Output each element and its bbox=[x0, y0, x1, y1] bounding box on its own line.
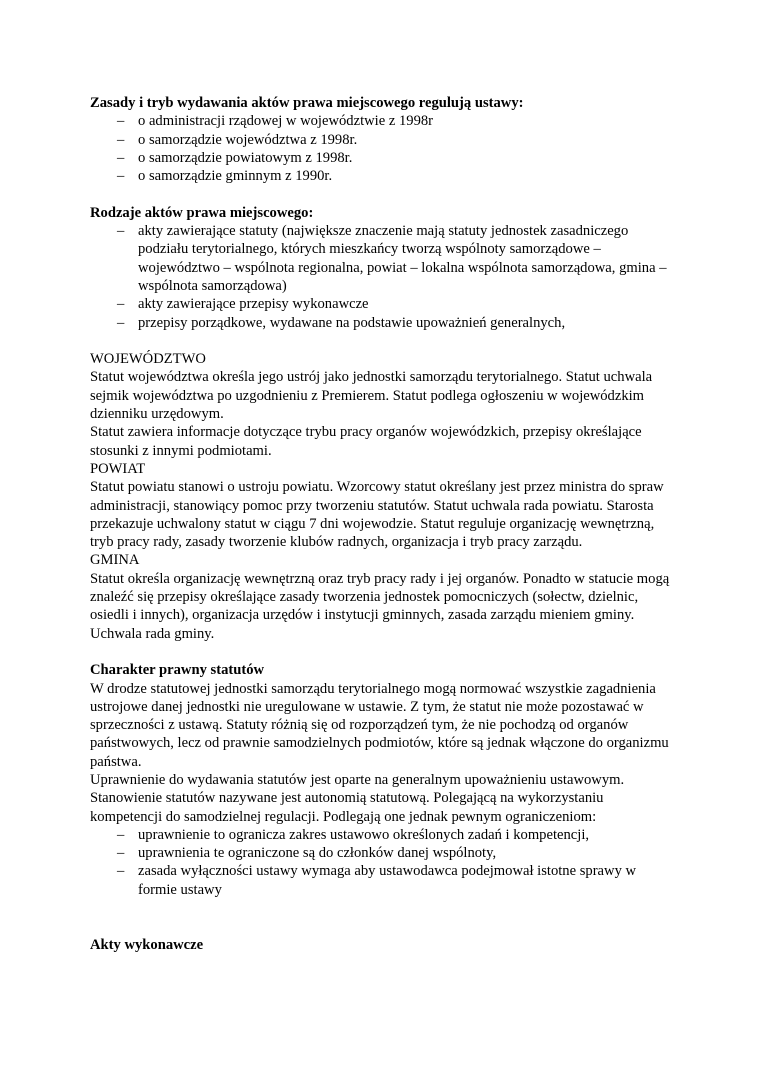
list-item: – zasada wyłączności ustawy wymaga aby ustawodawca podejmował istotne sprawy w formie ustawy bbox=[90, 862, 670, 899]
bullet-list-ustawy bbox=[90, 112, 670, 185]
bullet-list-rodzaje bbox=[90, 222, 670, 332]
section-heading-akty-wykonawcze: Akty wykonawcze bbox=[90, 936, 204, 953]
paragraph-wojewodztwo-2: Statut zawiera informacje dotyczące trybu pracy organów wojewódzkich, przepisy określające stosunki z innymi podmiotami. bbox=[90, 424, 642, 459]
list-item: – o samorządzie gminnym z 1990r. bbox=[90, 167, 670, 185]
list-item: – uprawnienia te ograniczone są do członków danej wspólnoty, bbox=[90, 844, 670, 862]
paragraph-gmina-1: Statut określa organizację wewnętrzną oraz tryb pracy rady i jej organów. Ponadto w statucie mogą znaleźć się przepisy określające zasady tworzenia jednostek pomocniczych (sołectw, dzielnic, osiedli i innych), organizacja urzędów i instytucji gminnych, zasada zarządu mieniem gminy. Uchwala rada gminy. bbox=[90, 570, 670, 642]
list-item: – przepisy porządkowe, wydawane na podstawie upoważnień generalnych, bbox=[90, 314, 670, 332]
paragraph-powiat-1: Statut powiatu stanowi o ustroju powiatu. Wzorcowy statut określany jest przez ministra do spraw administracji, stanowiący pomoc przy tworzeniu statutów. Statut uchwala rada powiatu. Starosta przekazuje uchwalony statut w ciągu 7 dni wojewodzie. Statut reguluje organizację wewnętrzną, tryb pracy rady, zasady tworzenie klubów radnych, organizacja i tryb pracy zarządu. bbox=[90, 479, 664, 551]
list-item: – uprawnienie to ogranicza zakres ustawowo określonych zadań i kompetencji, bbox=[90, 826, 670, 844]
list-item: – akty zawierające przepisy wykonawcze bbox=[90, 295, 670, 313]
list-item: – o samorządzie powiatowym z 1998r. bbox=[90, 149, 670, 167]
list-item: – akty zawierające statuty (największe znaczenie mają statuty jednostek zasadniczego podziału terytorialnego, których mieszkańcy tworzą wspólnoty samorządowe – województwo – wspólnota regionalna, powiat – lokalna wspólnota samorządowa, gmina – wspólnota samorządowa) bbox=[90, 222, 670, 295]
bullet-list-charakter bbox=[90, 826, 670, 899]
section-heading-ustawy: Zasady i tryb wydawania aktów prawa miejscowego regulują ustawy: bbox=[90, 95, 524, 111]
paragraph-charakter-1: W drodze statutowej jednostki samorządu terytorialnego mogą normować wszystkie zagadnienia ustrojowe danej jednostki nie uregulowane w ustawie. Z tym, że statut nie może pozostawać w sprzeczności z ustawą. Statuty różnią się od rozporządzeń tym, że nie pochodzą od organów państwowych, lecz od prawnie samodzielnych podmiotów, które są jednak włączone do organizmu państwa. bbox=[90, 680, 669, 770]
list-item: – o administracji rządowej w województwie z 1998r bbox=[90, 112, 670, 130]
section-heading-rodzaje: Rodzaje aktów prawa miejscowego: bbox=[90, 204, 314, 221]
subheading-gmina: GMINA bbox=[90, 552, 140, 569]
subheading-powiat: POWIAT bbox=[90, 460, 146, 477]
paragraph-wojewodztwo-1: Statut województwa określa jego ustrój jako jednostki samorządu terytorialnego. Statut uchwala sejmik województwa po uzgodnieniu z Premierem. Statut podlega ogłoszeniu w wojewódzkim dzienniku urzędowym. bbox=[90, 369, 653, 423]
paragraph-charakter-2: Uprawnienie do wydawania statutów jest oparte na generalnym upoważnieniu ustawowym. Stanowienie statutów nazywane jest autonomią statutową. Polegającą na wykorzystaniu kompetencji do samodzielnej regulacji. Podlegają one jednak pewnym ograniczeniom: bbox=[90, 771, 625, 825]
section-heading-charakter: Charakter prawny statutów bbox=[90, 662, 265, 679]
list-item: – o samorządzie województwa z 1998r. bbox=[90, 131, 670, 149]
subheading-wojewodztwo: WOJEWÓDZTWO bbox=[90, 351, 206, 368]
